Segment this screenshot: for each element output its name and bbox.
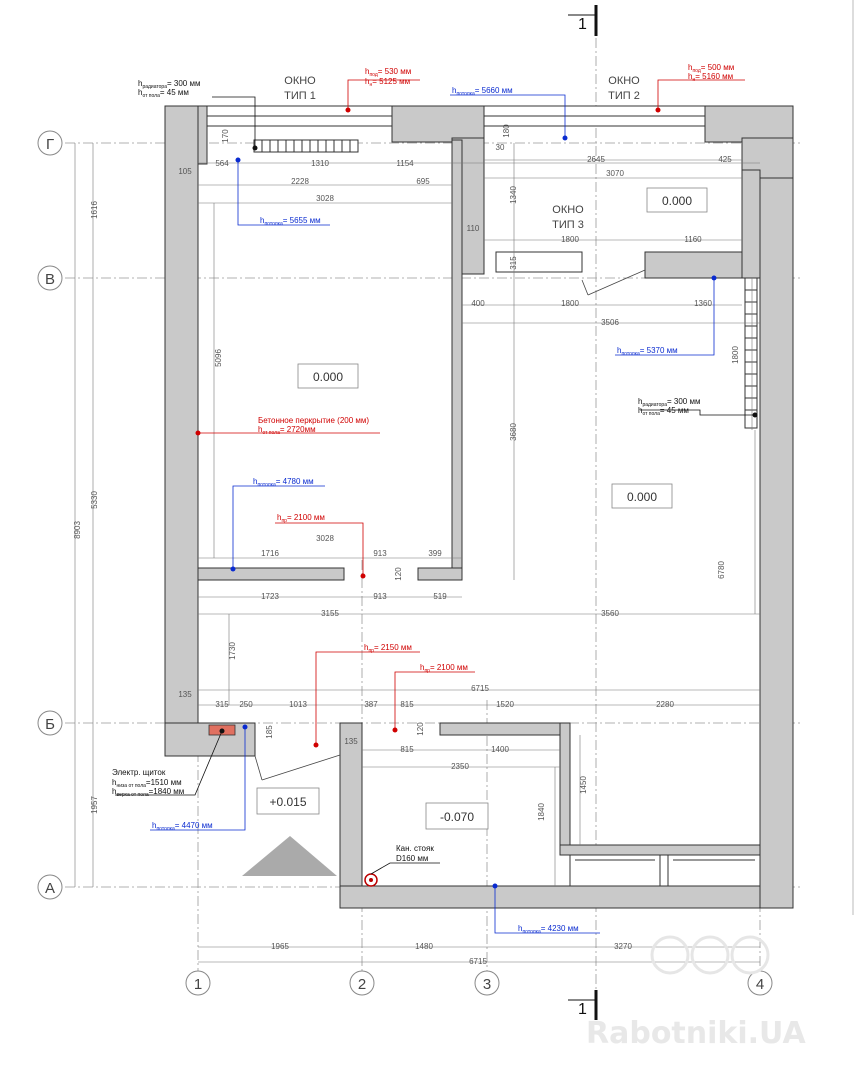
svg-text:2350: 2350 xyxy=(451,762,469,771)
axis-col-1: 1 xyxy=(193,976,203,993)
svg-text:5096: 5096 xyxy=(214,349,223,367)
svg-text:1400: 1400 xyxy=(491,745,509,754)
svg-text:315: 315 xyxy=(215,700,229,709)
svg-text:2280: 2280 xyxy=(656,700,674,709)
svg-text:3155: 3155 xyxy=(321,609,339,618)
svg-text:3028: 3028 xyxy=(316,194,334,203)
svg-text:519: 519 xyxy=(433,592,447,601)
svg-text:695: 695 xyxy=(416,177,430,186)
window-type1-sub: ТИП 1 xyxy=(284,90,316,102)
ceiling-4780-label: $h_{потолка}= 4780$ мм xyxy=(253,477,314,488)
ceiling-5370-label: $h_{потолка}= 5370$ мм xyxy=(617,346,678,357)
riser-diameter: D160 мм xyxy=(396,854,429,863)
ceiling-5660-label: $h_{потолка}= 5660$ мм xyxy=(452,86,513,97)
door-height-2: $h_{пр}= 2150$ мм xyxy=(364,643,412,654)
room-level-3: 0.000 xyxy=(626,490,658,504)
svg-text:913: 913 xyxy=(373,549,387,558)
svg-text:135: 135 xyxy=(344,737,358,746)
axis-col-3: 3 xyxy=(482,976,492,993)
svg-text:1160: 1160 xyxy=(684,235,702,244)
svg-text:135: 135 xyxy=(178,690,192,699)
svg-text:8903: 8903 xyxy=(73,521,82,539)
rad1-height-label: $h_{радиатора}= 300$ мм xyxy=(138,79,201,90)
ceiling-4230-label: $h_{потолка}= 4230$ мм xyxy=(518,924,579,935)
svg-text:3028: 3028 xyxy=(316,534,334,543)
section-label-top: 1 xyxy=(578,16,587,33)
radiator-1 xyxy=(254,140,358,152)
svg-text:1154: 1154 xyxy=(396,159,414,168)
svg-text:3680: 3680 xyxy=(509,423,518,441)
svg-text:3506: 3506 xyxy=(601,318,619,327)
door-height-3: $h_{пр}= 2100$ мм xyxy=(420,663,468,674)
svg-text:6715: 6715 xyxy=(471,684,489,693)
svg-text:1716: 1716 xyxy=(261,549,279,558)
svg-text:564: 564 xyxy=(215,159,229,168)
svg-text:1840: 1840 xyxy=(537,803,546,821)
svg-text:180: 180 xyxy=(502,124,511,138)
room-level-4: +0.015 xyxy=(269,795,307,809)
axis-col-4: 4 xyxy=(755,976,765,993)
concrete-slab-label: Бетонное перкрытие (200 мм) xyxy=(258,416,370,425)
panel-title: Электр. щиток xyxy=(112,768,166,777)
svg-text:170: 170 xyxy=(221,129,230,143)
axis-row-v: В xyxy=(44,271,56,288)
svg-text:3070: 3070 xyxy=(606,169,624,178)
room-level-5: -0.070 xyxy=(439,810,475,824)
watermark-text: Rabotniki.UA xyxy=(586,1016,806,1051)
window-type3-title: ОКНО xyxy=(552,204,584,216)
window-type2-title: ОКНО xyxy=(608,75,640,87)
svg-text:815: 815 xyxy=(400,745,414,754)
window-type2-sub: ТИП 2 xyxy=(608,90,640,102)
svg-text:1800: 1800 xyxy=(561,299,579,308)
svg-text:1723: 1723 xyxy=(261,592,279,601)
svg-text:387: 387 xyxy=(364,700,378,709)
svg-text:105: 105 xyxy=(178,167,192,176)
svg-text:1013: 1013 xyxy=(289,700,307,709)
svg-text:1800: 1800 xyxy=(731,346,740,364)
axis-row-b: Б xyxy=(45,716,55,733)
watermark-logo xyxy=(652,937,768,973)
door-height-1: $h_{пр}= 2100$ мм xyxy=(277,513,325,524)
concrete-slab-height: $h_{от пола}= 2720мм$ xyxy=(258,425,316,436)
svg-text:1340: 1340 xyxy=(509,186,518,204)
panel-top: $h_{верха от пола}=1840$ мм xyxy=(112,787,185,798)
radiator-2 xyxy=(745,278,757,428)
svg-text:815: 815 xyxy=(400,700,414,709)
svg-text:3560: 3560 xyxy=(601,609,619,618)
svg-text:400: 400 xyxy=(471,299,485,308)
window-type1-title: ОКНО xyxy=(284,75,316,87)
rad1-floor-label: $h_{от пола}= 45$ мм xyxy=(138,88,189,99)
axis-row-g: Г xyxy=(45,136,55,153)
svg-text:913: 913 xyxy=(373,592,387,601)
win2-sill-label: $h_{под}= 500$ мм xyxy=(688,63,735,74)
svg-text:110: 110 xyxy=(466,224,480,233)
svg-text:3270: 3270 xyxy=(614,942,632,951)
win1-head-label: $h_н= 5125$ мм xyxy=(365,77,411,88)
ceiling-4470-label: $h_{потолка}= 4470$ мм xyxy=(152,821,213,832)
doors xyxy=(255,270,645,780)
svg-text:30: 30 xyxy=(495,143,505,152)
rad2-height-label: $h_{радиатора}= 300$ мм xyxy=(638,397,701,408)
svg-text:120: 120 xyxy=(394,567,403,581)
room-level-1: 0.000 xyxy=(312,370,344,384)
svg-text:1965: 1965 xyxy=(271,942,289,951)
ceiling-5655-label: $h_{потолка}= 5655$ мм xyxy=(260,216,321,227)
svg-text:425: 425 xyxy=(718,155,732,164)
svg-text:2228: 2228 xyxy=(291,177,309,186)
win2-head-label: $h_н= 5160$ мм xyxy=(688,72,734,83)
svg-text:1450: 1450 xyxy=(579,776,588,794)
svg-text:185: 185 xyxy=(265,725,274,739)
entrance-triangle xyxy=(242,836,337,876)
svg-text:315: 315 xyxy=(509,256,518,270)
svg-text:250: 250 xyxy=(239,700,253,709)
svg-text:1310: 1310 xyxy=(311,159,329,168)
svg-text:5330: 5330 xyxy=(90,491,99,509)
svg-text:6780: 6780 xyxy=(717,561,726,579)
svg-text:2645: 2645 xyxy=(587,155,605,164)
axis-row-a: А xyxy=(44,880,56,897)
svg-text:1957: 1957 xyxy=(90,796,99,814)
svg-text:1616: 1616 xyxy=(90,201,99,219)
riser-title: Кан. стояк xyxy=(396,844,434,853)
svg-text:120: 120 xyxy=(416,722,425,736)
window-type3-sub: ТИП 3 xyxy=(552,219,584,231)
svg-text:1730: 1730 xyxy=(228,642,237,660)
svg-text:1800: 1800 xyxy=(561,235,579,244)
svg-text:6715: 6715 xyxy=(469,957,487,966)
rad2-floor-label: $h_{от пола}= 45$ мм xyxy=(638,406,689,417)
section-label-bottom: 1 xyxy=(578,1001,587,1018)
win1-sill-label: $h_{под}= 530$ мм xyxy=(365,67,412,78)
svg-text:1480: 1480 xyxy=(415,942,433,951)
axis-col-2: 2 xyxy=(357,976,367,993)
room-level-2: 0.000 xyxy=(661,194,693,208)
svg-text:1520: 1520 xyxy=(496,700,514,709)
svg-text:1360: 1360 xyxy=(694,299,712,308)
panel-low: $h_{низа от пола}=1510$ мм xyxy=(112,778,182,789)
svg-text:399: 399 xyxy=(428,549,442,558)
